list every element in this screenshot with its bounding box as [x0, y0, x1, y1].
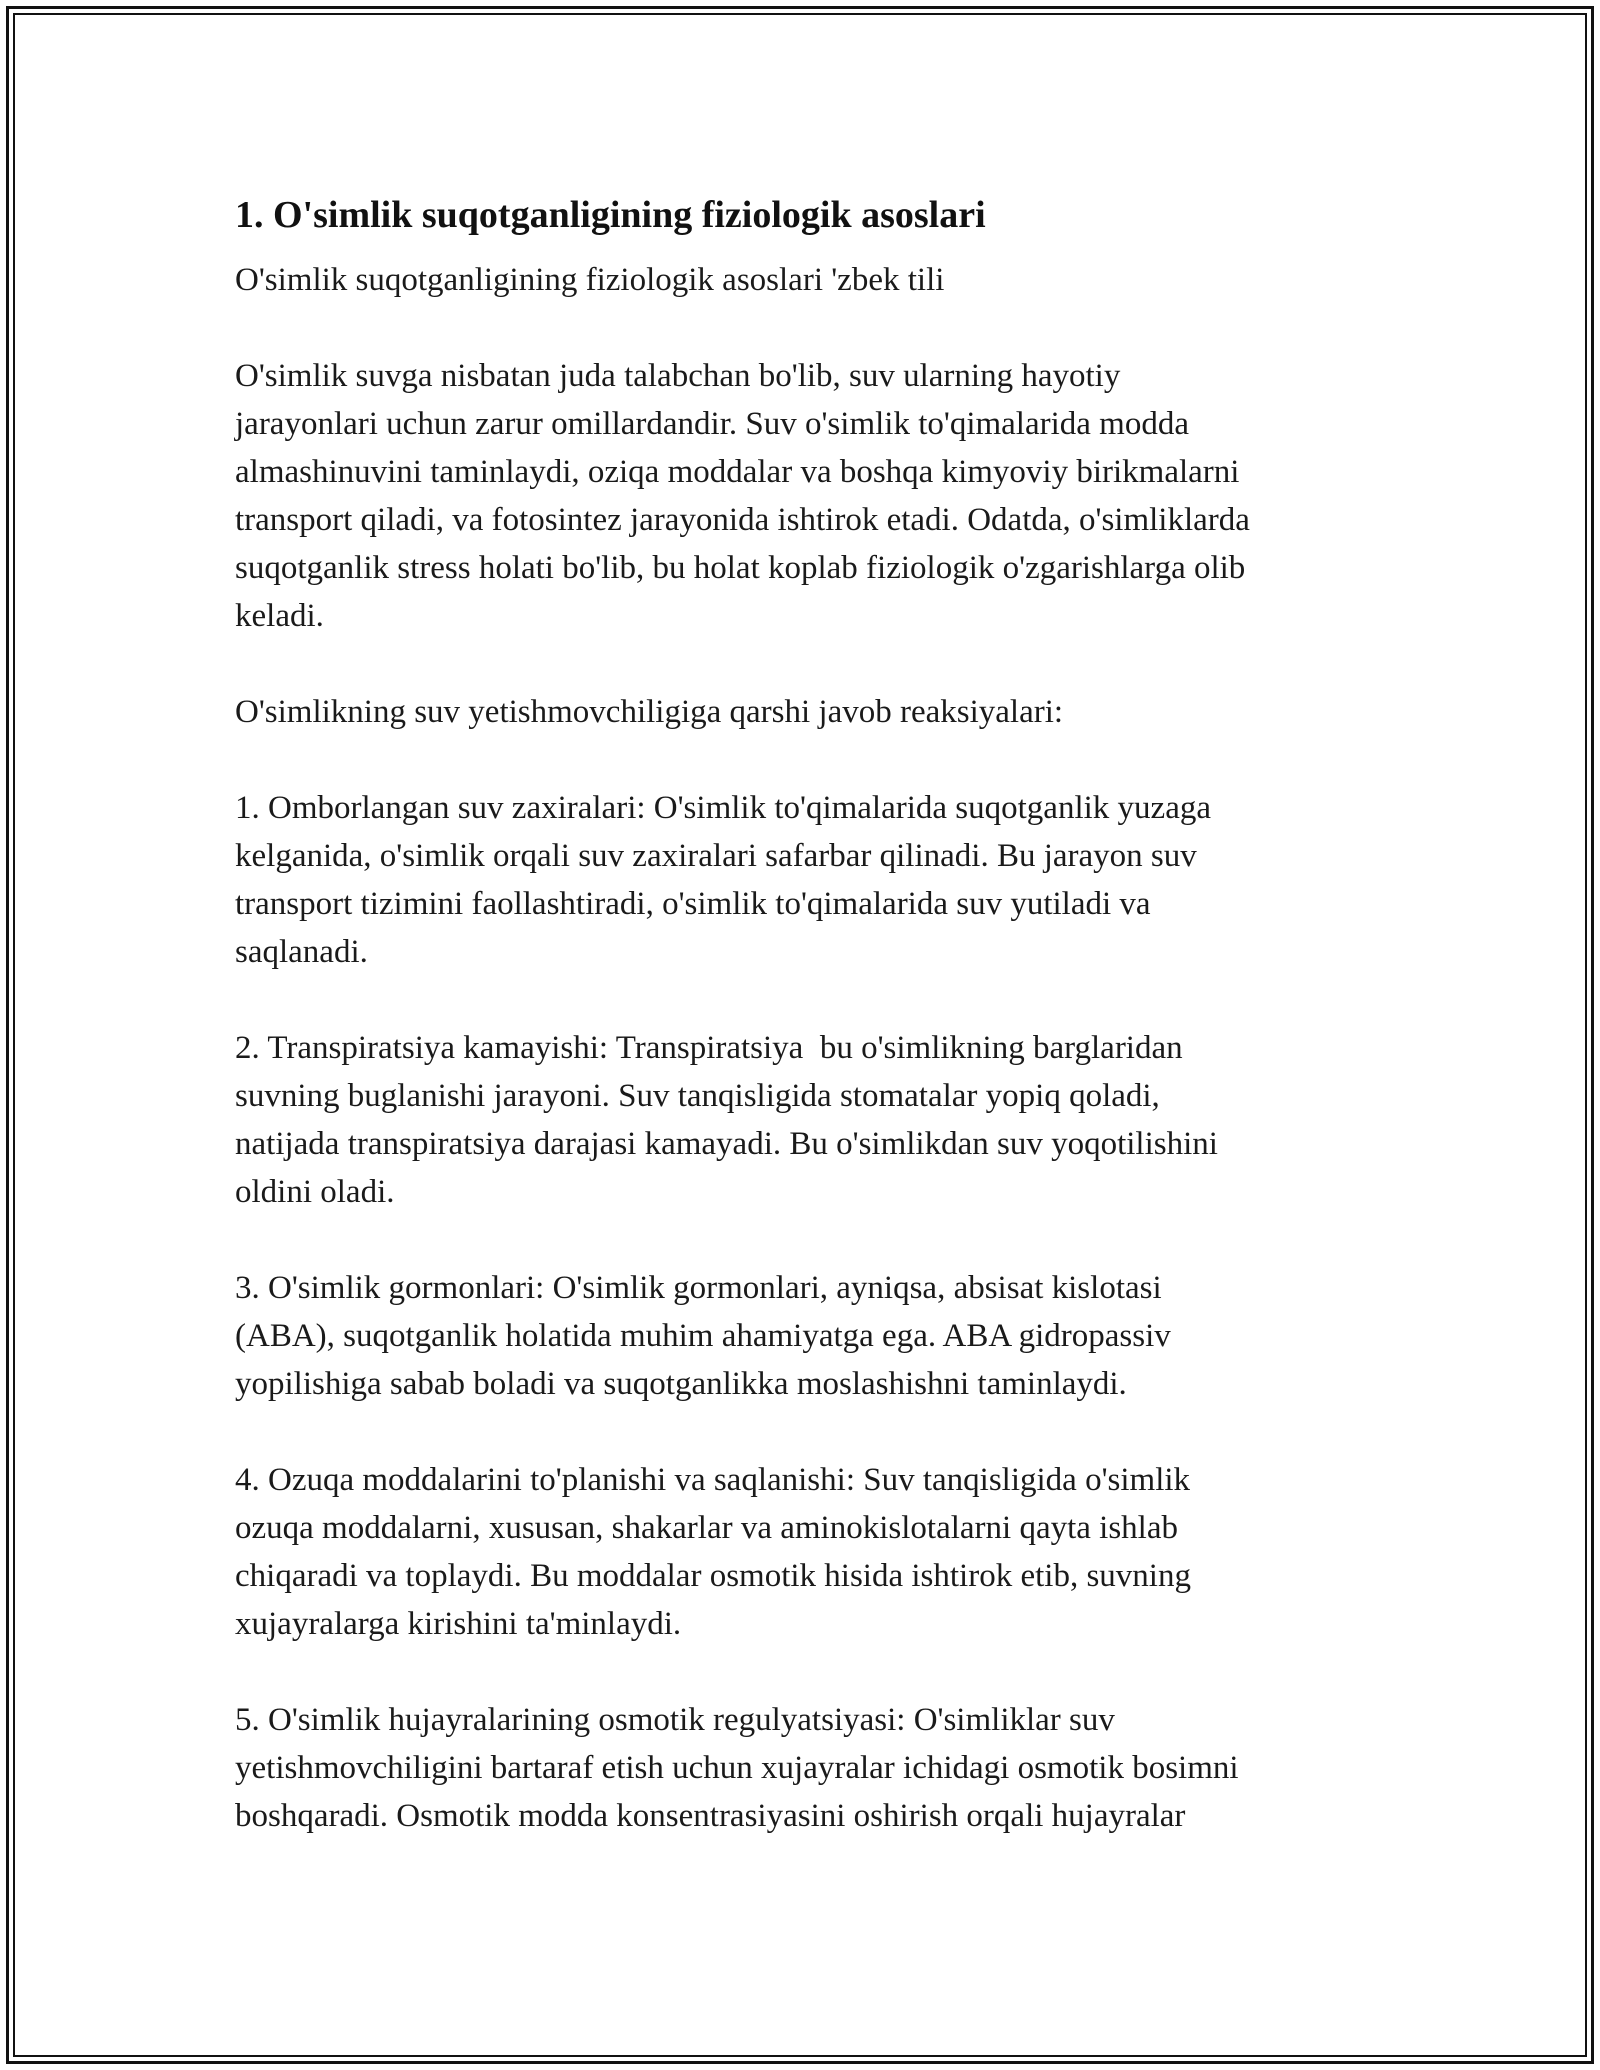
- document-heading: 1. O'simlik suqotganligining fiziologik asoslari: [235, 194, 986, 236]
- paragraph-responses-heading: O'simlikning suv yetishmovchiligiga qarshi javob reaksiyalari:: [235, 694, 1064, 730]
- paragraph-item-2: 2. Transpiratsiya kamayishi: Transpiratsiya bu o'simlikning barglaridan suvning buglanishi jarayoni. Suv tanqisligida stomatalar yopiq qoladi, natijada transpiratsiya darajasi kamayadi. Bu o'simlikdan suv yoqotilishini oldini oladi.: [235, 1030, 1218, 1210]
- paragraph-item-1: 1. Omborlangan suv zaxiralari: O'simlik to'qimalarida suqotganlik yuzaga kelganida, o'simlik orqali suv zaxiralari safarbar qilinadi. Bu jarayon suv transport tizimini faollashtiradi, o'simlik to'qimalarida suv yutiladi va saqlanadi.: [235, 790, 1211, 970]
- paragraph-item-4: 4. Ozuqa moddalarini to'planishi va saqlanishi: Suv tanqisligida o'simlik ozuqa moddalarni, xususan, shakarlar va aminokislotalarni qayta ishlab chiqaradi va toplaydi. Bu moddalar osmotik hisida ishtirok etib, suvning xujayralarga kirishini ta'minlaydi.: [235, 1462, 1191, 1642]
- paragraph-item-5: 5. O'simlik hujayralarining osmotik regulyatsiyasi: O'simliklar suv yetishmovchiligini bartaraf etish uchun xujayralar ichidagi osmotik bosimni boshqaradi. Osmotik modda konsentrasiyasini oshirish orqali hujayralar: [235, 1702, 1239, 1834]
- document-subtitle: O'simlik suqotganligining fiziologik asoslari 'zbek tili: [235, 262, 945, 298]
- paragraph-item-3: 3. O'simlik gormonlari: O'simlik gormonlari, ayniqsa, absisat kislotasi (ABA), suqotganlik holatida muhim ahamiyatga ega. ABA gidropassiv yopilishiga sabab boladi va suqotganlikka moslashishni taminlaydi.: [235, 1270, 1171, 1402]
- document-body: [235, 182, 1375, 1840]
- paragraph-intro: O'simlik suvga nisbatan juda talabchan bo'lib, suv ularning hayotiy jarayonlari uchun zarur omillardandir. Suv o'simlik to'qimalarida modda almashinuvini taminlaydi, oziqa moddalar va boshqa kimyoviy birikmalarni transport qiladi, va fotosintez jarayonida ishtirok etadi. Odatda, o'simliklarda suqotganlik stress holati bo'lib, bu holat koplab fiziologik o'zgarishlarga olib keladi.: [235, 358, 1250, 634]
